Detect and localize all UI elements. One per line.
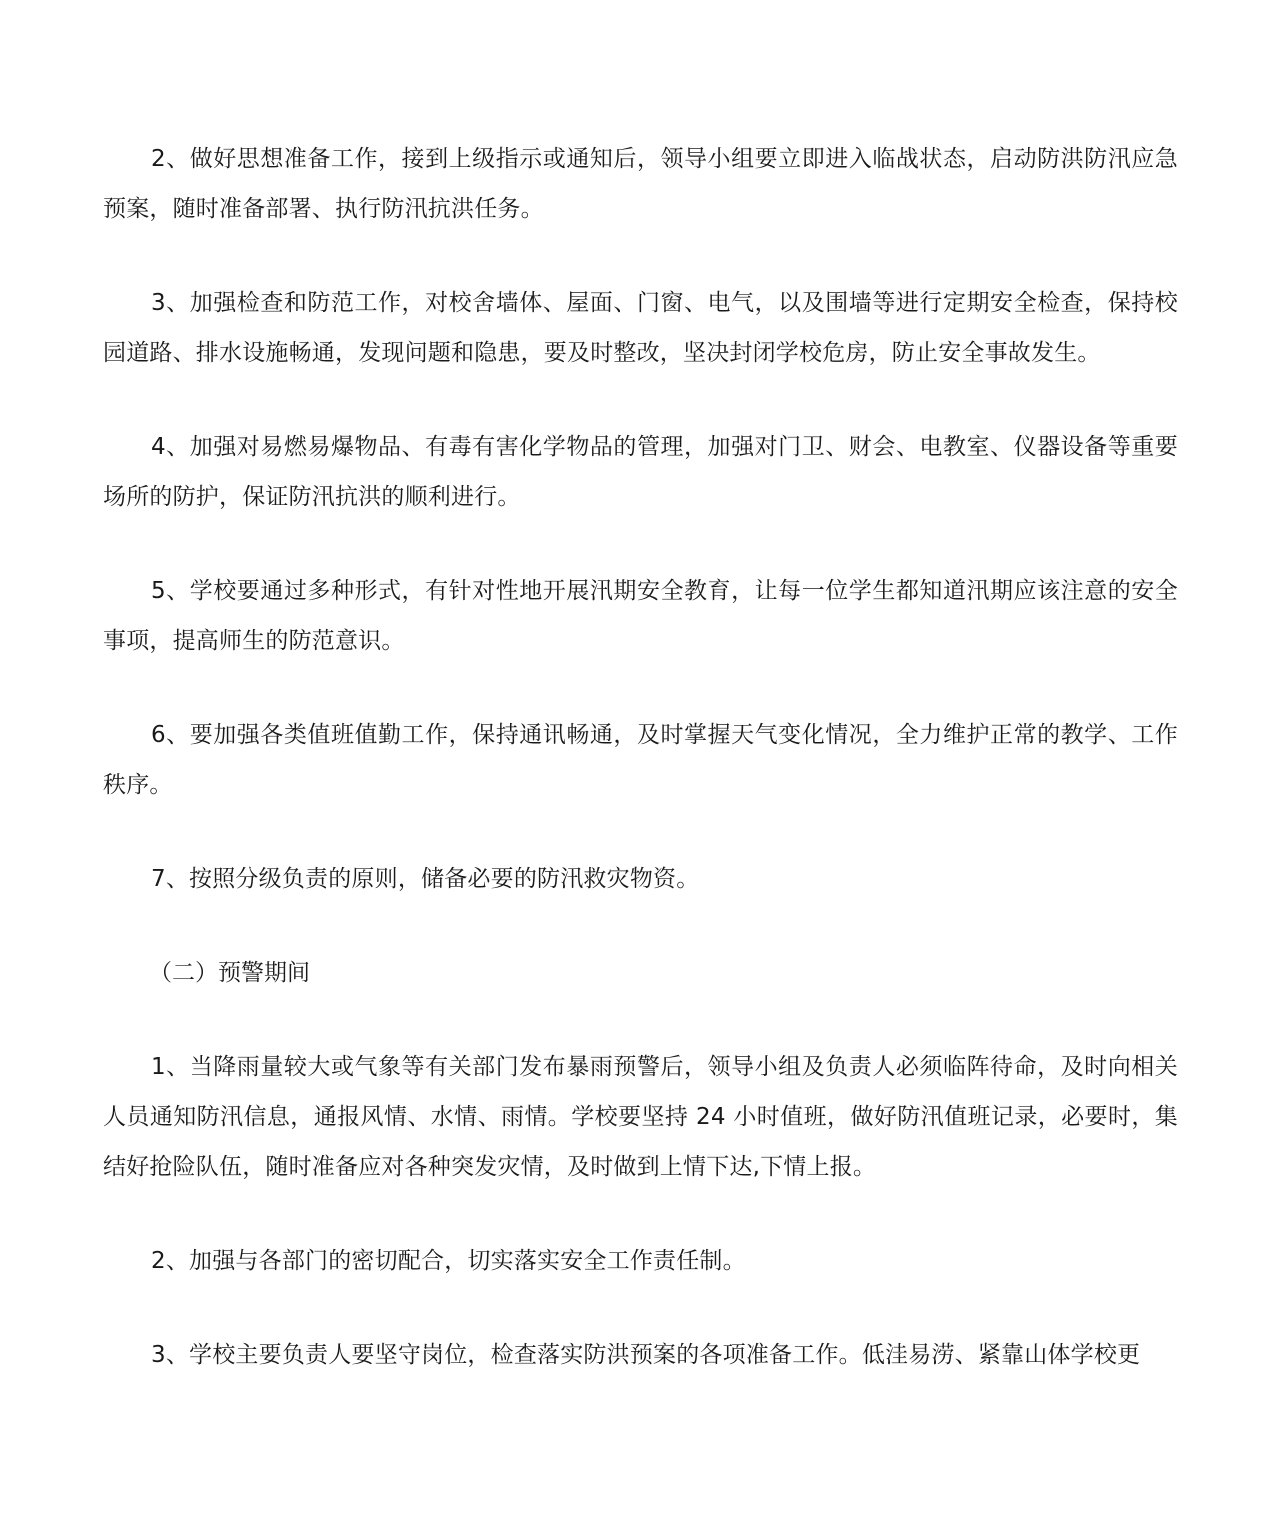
paragraph-prep-item-7: 7、按照分级负责的原则，储备必要的防汛救灾物资。 — [151, 866, 700, 892]
paragraph-prep-item-2: 2、做好思想准备工作，接到上级指示或通知后，领导小组要立即进入临战状态，启动防洪防汛应急预案，随时准备部署、执行防汛抗洪任务。 — [103, 146, 1178, 222]
paragraph-prep-item-6: 6、要加强各类值班值勤工作，保持通讯畅通，及时掌握天气变化情况，全力维护正常的教学、工作秩序。 — [103, 722, 1178, 798]
section-heading-warning-period: （二）预警期间 — [149, 960, 310, 986]
paragraph-prep-item-4: 4、加强对易燃易爆物品、有毒有害化学物品的管理，加强对门卫、财会、电教室、仪器设备等重要场所的防护，保证防汛抗洪的顺利进行。 — [103, 434, 1178, 510]
paragraph-warning-item-3: 3、学校主要负责人要坚守岗位，检查落实防洪预案的各项准备工作。低洼易涝、紧靠山体学校更 — [151, 1342, 1141, 1368]
paragraph-warning-item-2: 2、加强与各部门的密切配合，切实落实安全工作责任制。 — [151, 1248, 746, 1274]
paragraph-warning-item-1: 1、当降雨量较大或气象等有关部门发布暴雨预警后，领导小组及负责人必须临阵待命，及时向相关人员通知防汛信息，通报风情、水情、雨情。学校要坚持 24 小时值班，做好防汛值班记录，必要时，集结好抢险队伍，随时准备应对各种突发灾情，及时做到上情下达,下情上报。 — [103, 1054, 1178, 1180]
document-page — [103, 134, 1178, 1424]
paragraph-prep-item-3: 3、加强检查和防范工作，对校舍墙体、屋面、门窗、电气，以及围墙等进行定期安全检查，保持校园道路、排水设施畅通，发现问题和隐患，要及时整改，坚决封闭学校危房，防止安全事故发生。 — [103, 290, 1178, 366]
paragraph-prep-item-5: 5、学校要通过多种形式，有针对性地开展汛期安全教育，让每一位学生都知道汛期应该注意的安全事项，提高师生的防范意识。 — [103, 578, 1178, 654]
